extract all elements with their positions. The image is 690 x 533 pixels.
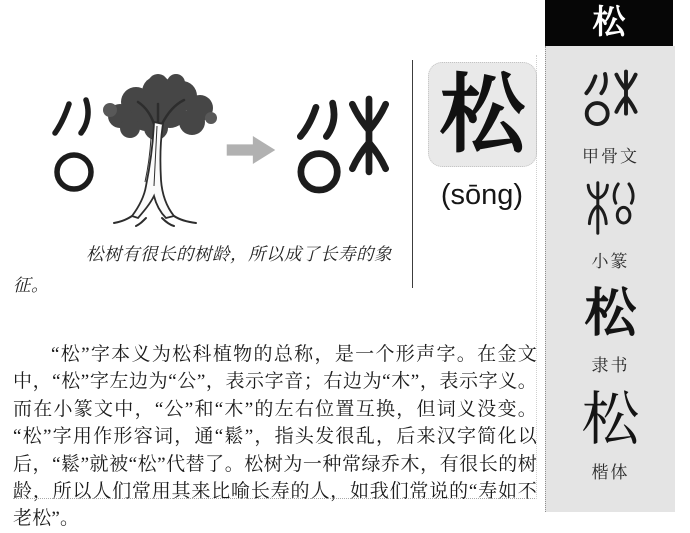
small-seal-script-glyph [546,178,675,238]
clerical-script-glyph: 松 [584,286,637,343]
clerical-script-label: 隶书 [591,356,630,375]
headword-character: 松 [439,66,526,163]
article-paragraph: “松”字本义为松科植物的总称，是一个形声字。在金文中，“松”字左边为“公”，表示字音；右边为“木”，表示字义。而在小篆文中，“公”和“木”的左右位置互换，但词义没变。“松”字用作形容词，通“鬆”，指头发很乱，后来汉字简化以后，“鬆”就被“松”代替了。松树为一种常绿乔木，有很长的树龄，所以人们常用其来比喻长寿的人，如我们常说的“寿如不老松”。 [13,344,537,530]
small-seal-script-label: 小篆 [591,252,630,271]
vertical-divider [412,60,413,288]
oracle-bone-script-label: 甲骨文 [582,147,639,166]
oracle-bone-script-glyph [546,68,675,134]
regular-script-glyph: 松 [581,387,640,452]
sidebar-header [545,0,673,46]
regular-script-label: 楷体 [591,463,630,482]
illustration-caption: 松树有很长的树龄，所以成了长寿的象征。 [13,244,392,295]
bottom-dotted-rule [13,498,537,499]
pinyin-label: (sōng) [440,179,524,211]
headword-box [428,62,537,167]
oracle-bone-song-glyph [291,92,395,208]
sidebar-title-character: 松 [592,4,626,41]
right-dotted-rule [536,55,537,499]
pine-tree-illustration [96,68,224,230]
right-arrow-icon [226,136,276,164]
sidebar-body [545,46,675,512]
script-evolution-sidebar [545,0,675,512]
